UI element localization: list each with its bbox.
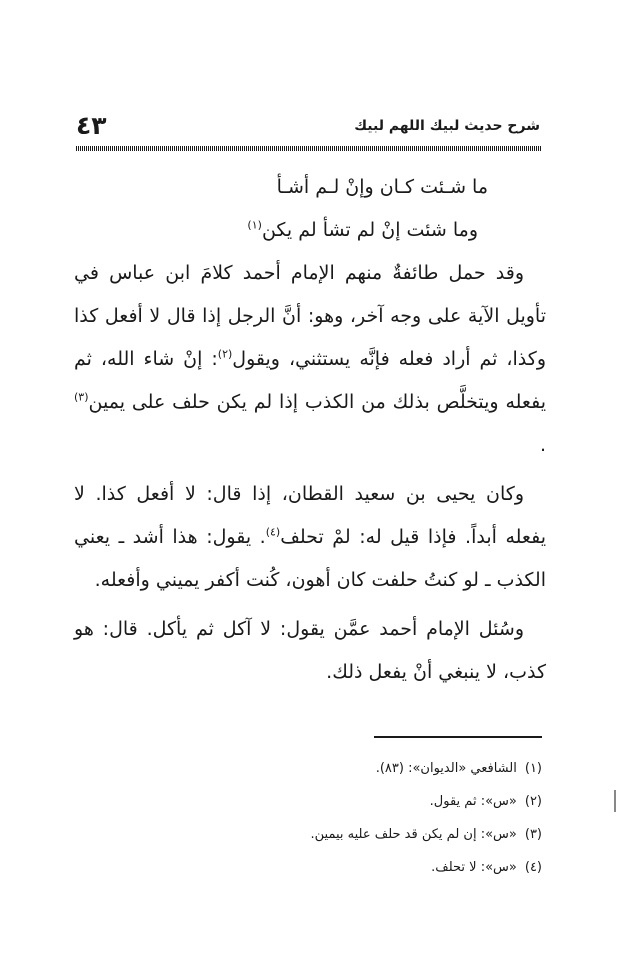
footnote-1-text: الشافعي «الديوان»: (٨٣). [375, 761, 517, 776]
paragraph-2 [74, 473, 546, 602]
footnote-1 [72, 752, 542, 785]
paragraph-1-text-a: وقد حمل طائفةٌ منهم الإمام أحمد كلامَ ابن عباس في تأويل الآية على وجه آخر، وهو: أنَّ الرجل إذا قال لا أفعل كذا وكذا، ثم أراد فعله فإنَّه يستثني، ويقول [74, 262, 546, 370]
verse-line-2 [74, 209, 546, 252]
header-rule [76, 146, 542, 151]
paragraph-3 [74, 608, 546, 694]
paragraph-2-text-b: . يقول: هذا أشد ـ يعني الكذب ـ لو كنتُ حلفت كان أهون، كُنت أكفر يميني وأفعله. [74, 526, 546, 591]
margin-mark [614, 790, 616, 812]
footnote-3-text: «س»: إن لم يكن قد حلف عليه بيمين. [310, 827, 517, 842]
footnote-ref-1: (١) [247, 218, 262, 232]
footnote-3-number: (٣) [524, 827, 542, 842]
footnote-2-text: «س»: ثم يقول. [429, 794, 517, 809]
paragraph-3-text: وسُئل الإمام أحمد عمَّن يقول: لا آكل ثم يأكل. قال: هو كذب، لا ينبغي أنْ يفعل ذلك. [74, 618, 546, 683]
paragraph-1 [74, 252, 546, 467]
footnote-1-number: (١) [524, 761, 542, 776]
page-number: ٤٣ [76, 111, 107, 140]
footnote-4 [72, 851, 542, 884]
footnote-ref-4: (٤) [265, 525, 281, 539]
footnote-2 [72, 785, 542, 818]
footnote-ref-2: (٢) [217, 347, 233, 361]
verse-line-1-text: ما شـئت كـان وإنْ لـم أشـأ [276, 176, 488, 198]
paragraph-2-text-a: وكان يحيى بن سعيد القطان، إذا قال: لا أفعل كذا. لا يفعله أبداً. فإذا قيل له: لمْ تحلف [74, 483, 546, 548]
footnote-3 [72, 818, 542, 851]
main-text [74, 166, 546, 694]
running-title: شرح حديث لبيك اللهم لبيك [354, 118, 540, 134]
paragraph-1-text-b: : إنْ شاء الله، ثم يفعله ويتخلَّص بذلك من الكذب إذا لم يكن حلف على يمين [74, 348, 546, 413]
footnote-ref-3: (٣) [74, 390, 89, 404]
verse-line-2-text: وما شئت إنْ لم تشأ لم يكن [261, 219, 478, 241]
verse-line-1 [74, 166, 546, 209]
footnotes [72, 752, 542, 884]
footnote-rule [374, 736, 542, 738]
footnote-4-number: (٤) [524, 860, 542, 875]
running-head [76, 112, 540, 148]
footnote-4-text: «س»: لا تحلف. [431, 860, 517, 875]
footnote-2-number: (٢) [524, 794, 542, 809]
paragraph-1-text-c: . [539, 434, 546, 456]
